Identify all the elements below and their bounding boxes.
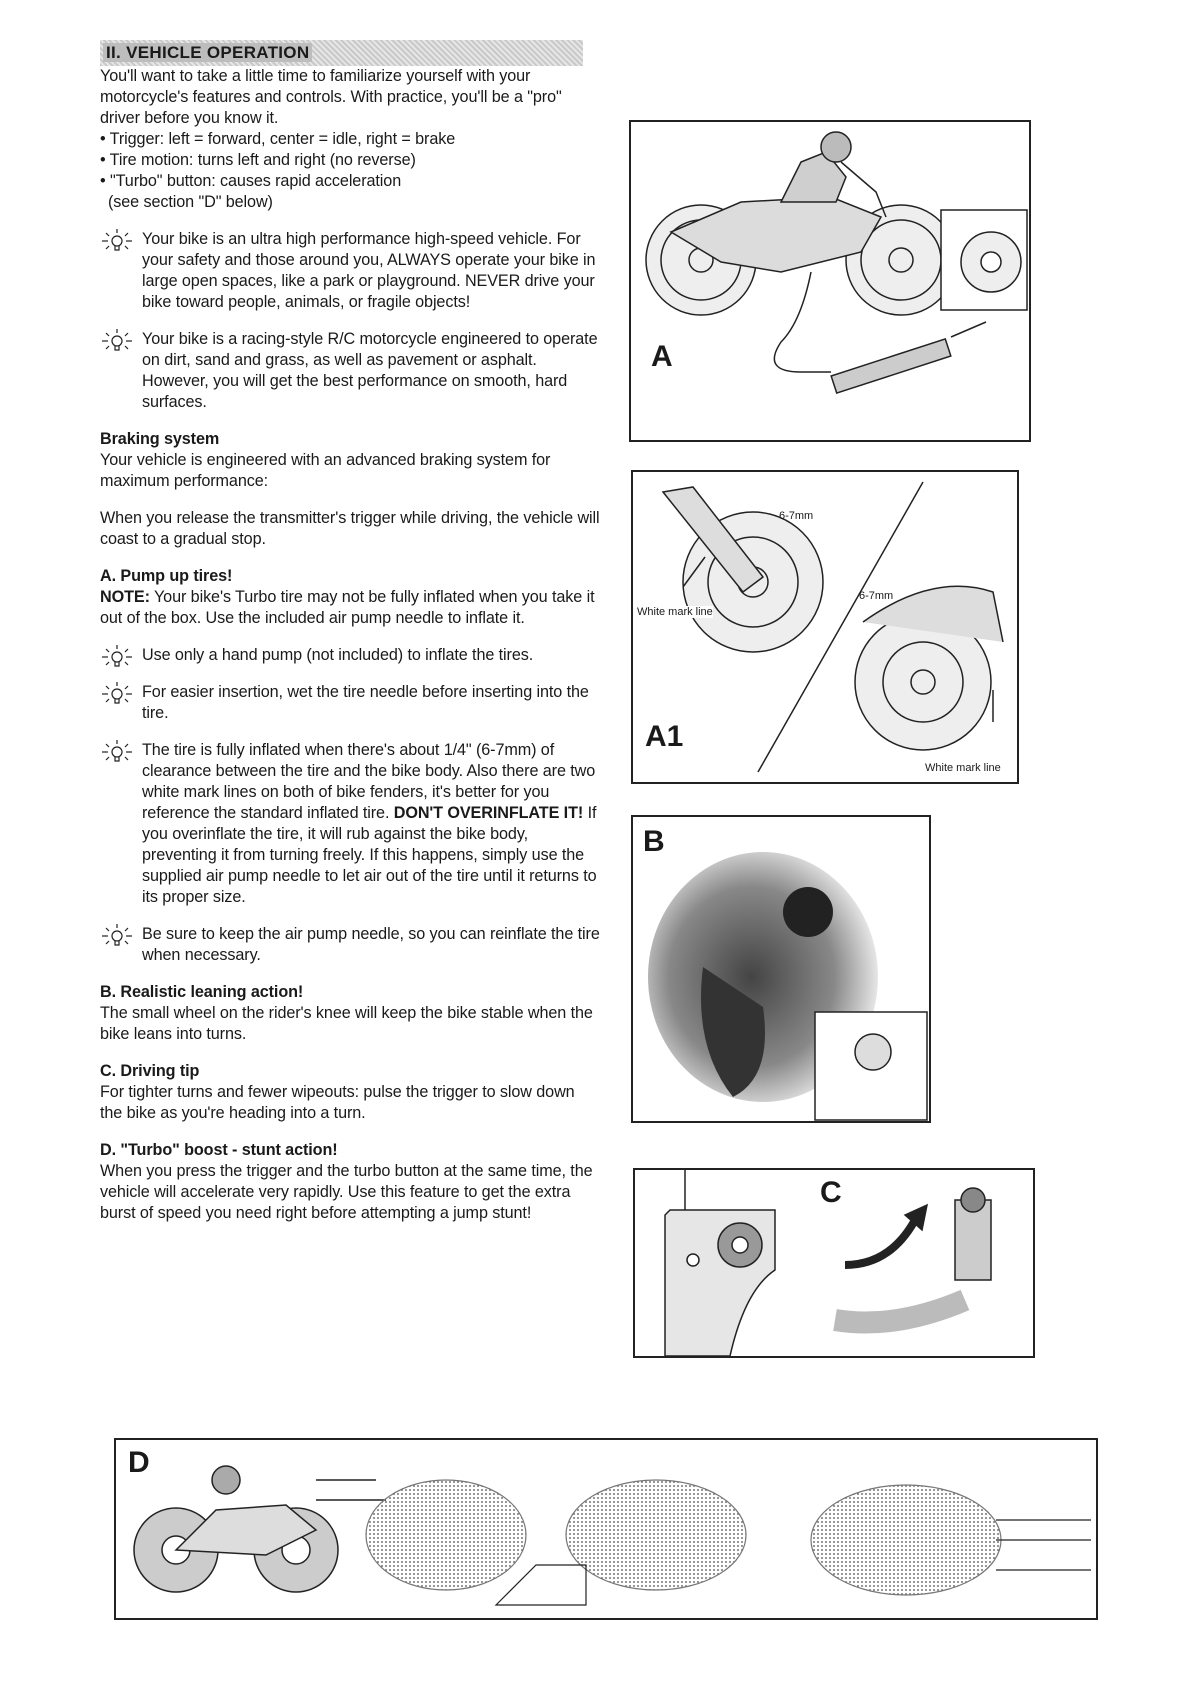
turbo-heading: D. "Turbo" boost - stunt action! xyxy=(100,1141,338,1159)
lightbulb-icon xyxy=(100,922,134,954)
figure-a1 xyxy=(631,470,1019,784)
lightbulb-icon xyxy=(100,680,134,712)
leaning-text: The small wheel on the rider's knee will keep the bike stable when the bike leans into turns. xyxy=(100,1004,593,1043)
inflation-tip xyxy=(100,740,600,908)
tip-text: The tire is fully inflated when there's about 1/4" (6-7mm) of clearance between the tire and the bike body. Also there are two white mark lines on both of bike fenders, it's better for you reference the standard inflated tire. xyxy=(142,741,596,822)
motorcycle-pump-illustration xyxy=(631,122,1029,440)
braking-text-2: When you release the transmitter's trigger while driving, the vehicle will coast to a gradual stop. xyxy=(100,509,600,548)
figure-label: A1 xyxy=(645,720,684,753)
list-item: • "Turbo" button: causes rapid acceleration xyxy=(100,172,402,190)
controls-list xyxy=(100,129,600,213)
figure-b xyxy=(631,815,931,1123)
list-item: • Tire motion: turns left and right (no reverse) xyxy=(100,151,416,169)
needle-tip xyxy=(100,682,600,724)
section-title: II. VEHICLE OPERATION xyxy=(100,40,583,66)
tip-text: For easier insertion, wet the tire needle before inserting into the tire. xyxy=(142,683,589,722)
measurement-label: 6-7mm xyxy=(859,590,894,602)
figure-label: B xyxy=(643,825,665,858)
leaning-photo-illustration xyxy=(633,817,929,1121)
braking-heading: Braking system xyxy=(100,430,220,448)
pump-note xyxy=(100,587,600,629)
terrain-tip xyxy=(100,329,600,413)
mark-line-label: White mark line xyxy=(637,606,713,618)
turbo-text: When you press the trigger and the turbo button at the same time, the vehicle will accelerate very rapidly. Use this feature to get the extra burst of speed you need right before attempting a jump stunt! xyxy=(100,1162,593,1222)
figure-label: C xyxy=(820,1176,842,1209)
tip-text: Use only a hand pump (not included) to inflate the tires. xyxy=(142,646,534,664)
warning-text: DON'T OVERINFLATE IT! xyxy=(393,804,584,822)
tip-text: Your bike is a racing-style R/C motorcycle engineered to operate on dirt, sand and grass, as well as pavement or asphalt. However, you will get the best performance on smooth, hard surfaces. xyxy=(142,330,598,411)
text-column xyxy=(100,40,600,1224)
list-item: (see section "D" below) xyxy=(108,193,273,211)
lightbulb-icon xyxy=(100,738,134,770)
driving-text: For tighter turns and fewer wipeouts: pulse the trigger to slow down the bike as you're heading into a turn. xyxy=(100,1083,575,1122)
tip-text: Be sure to keep the air pump needle, so you can reinflate the tire when necessary. xyxy=(142,925,600,964)
safety-tip xyxy=(100,229,600,313)
figure-a xyxy=(629,120,1031,442)
lightbulb-icon xyxy=(100,227,134,259)
lightbulb-icon xyxy=(100,327,134,359)
turbo-stunt-illustration xyxy=(116,1440,1096,1618)
figure-label: D xyxy=(128,1446,150,1479)
figure-d xyxy=(114,1438,1098,1620)
tip-text: If you overinflate the tire, it will rub against the bike body, preventing it from turning freely. If this happens, simply use the supplied air pump needle to let air out of the tire until it returns to its proper size. xyxy=(142,804,597,906)
tire-clearance-illustration xyxy=(633,472,1017,782)
measurement-label: 6-7mm xyxy=(779,510,814,522)
braking-text: Your vehicle is engineered with an advanced braking system for maximum performance: xyxy=(100,451,551,490)
figure-label: A xyxy=(651,340,673,373)
note-text: Your bike's Turbo tire may not be fully inflated when you take it out of the box. Use the included air pump needle to inflate it. xyxy=(100,588,595,627)
intro-text: You'll want to take a little time to familiarize yourself with your motorcycle's features and controls. With practice, you'll be a "pro" driver before you know it. xyxy=(100,67,562,127)
pump-heading: A. Pump up tires! xyxy=(100,567,233,585)
pump-tip xyxy=(100,645,600,666)
note-label: NOTE: xyxy=(100,588,150,606)
figure-c xyxy=(633,1168,1035,1358)
keep-needle-tip xyxy=(100,924,600,966)
list-item: • Trigger: left = forward, center = idle, right = brake xyxy=(100,130,456,148)
mark-line-label: White mark line xyxy=(925,762,1001,774)
leaning-heading: B. Realistic leaning action! xyxy=(100,983,304,1001)
tip-text: Your bike is an ultra high performance high-speed vehicle. For your safety and those around you, ALWAYS operate your bike in large open spaces, like a park or playground. NEVER drive your bike toward people, animals, or fragile objects! xyxy=(142,230,596,311)
lightbulb-icon xyxy=(100,643,134,675)
driving-heading: C. Driving tip xyxy=(100,1062,200,1080)
